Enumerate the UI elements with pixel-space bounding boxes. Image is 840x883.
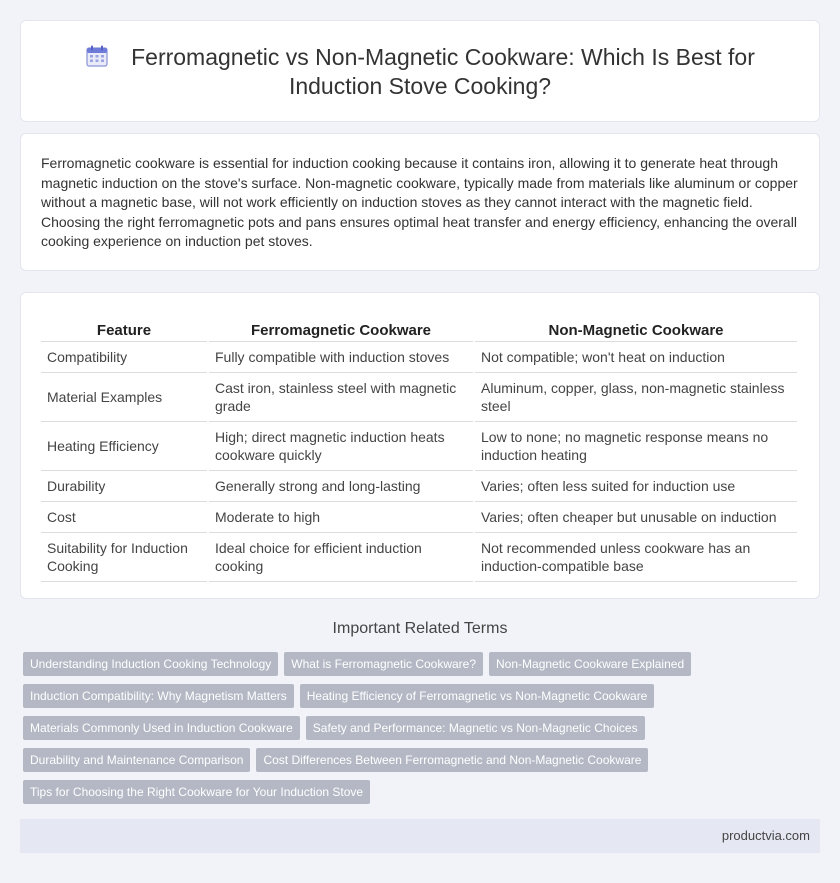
title-card — [20, 20, 820, 122]
table-cell: Varies; often less suited for induction use — [475, 471, 797, 502]
intro-card — [20, 133, 820, 271]
table-cell: Compatibility — [41, 342, 207, 373]
table-cell: Not recommended unless cookware has an induction-compatible base — [475, 533, 797, 582]
related-term-link[interactable]: Non-Magnetic Cookware Explained — [489, 652, 691, 676]
page-title-text: Ferromagnetic vs Non-Magnetic Cookware: Which Is Best for Induction Stove Cooking? — [131, 44, 755, 99]
related-term-link[interactable]: Tips for Choosing the Right Cookware for Your Induction Stove — [23, 780, 370, 804]
table-cell: Material Examples — [41, 373, 207, 422]
table-cell: Low to none; no magnetic response means no induction heating — [475, 422, 797, 471]
related-term-link[interactable]: Materials Commonly Used in Induction Cookware — [23, 716, 300, 740]
related-term-link[interactable]: Understanding Induction Cooking Technology — [23, 652, 278, 676]
table-row — [41, 502, 797, 533]
table-row — [41, 342, 797, 373]
related-term-link[interactable]: Heating Efficiency of Ferromagnetic vs Non-Magnetic Cookware — [300, 684, 655, 708]
table-cell: Durability — [41, 471, 207, 502]
table-cell: Varies; often cheaper but unusable on induction — [475, 502, 797, 533]
table-cell: Fully compatible with induction stoves — [209, 342, 473, 373]
calendar-icon — [85, 44, 109, 68]
related-terms-heading: Important Related Terms — [332, 620, 508, 637]
related-term-link[interactable]: Safety and Performance: Magnetic vs Non-Magnetic Choices — [306, 716, 645, 740]
table-row — [41, 533, 797, 582]
table-row — [41, 373, 797, 422]
page-title — [21, 43, 819, 101]
comparison-table-card — [20, 292, 820, 599]
footer — [20, 819, 820, 853]
related-term-link[interactable]: Cost Differences Between Ferromagnetic and Non-Magnetic Cookware — [256, 748, 648, 772]
related-term-link[interactable]: Induction Compatibility: Why Magnetism Matters — [23, 684, 294, 708]
table-row — [41, 471, 797, 502]
table-cell: Suitability for Induction Cooking — [41, 533, 207, 582]
table-row — [41, 422, 797, 471]
table-cell: Ideal choice for efficient induction cooking — [209, 533, 473, 582]
table-cell: High; direct magnetic induction heats cookware quickly — [209, 422, 473, 471]
related-term-link[interactable]: Durability and Maintenance Comparison — [23, 748, 250, 772]
table-cell: Aluminum, copper, glass, non-magnetic stainless steel — [475, 373, 797, 422]
table-cell: Heating Efficiency — [41, 422, 207, 471]
related-terms-list — [23, 652, 823, 804]
table-header: Feature — [41, 313, 207, 342]
table-cell: Generally strong and long-lasting — [209, 471, 473, 502]
related-term-link[interactable]: What is Ferromagnetic Cookware? — [284, 652, 483, 676]
table-cell: Not compatible; won't heat on induction — [475, 342, 797, 373]
table-cell: Cast iron, stainless steel with magnetic grade — [209, 373, 473, 422]
table-header: Ferromagnetic Cookware — [209, 313, 473, 342]
footer-site-link[interactable]: productvia.com — [721, 828, 810, 843]
table-header: Non-Magnetic Cookware — [475, 313, 797, 342]
table-cell: Cost — [41, 502, 207, 533]
intro-paragraph: Ferromagnetic cookware is essential for induction cooking because it contains iron, allowing it to generate heat through magnetic induction on the stove's surface. Non-magnetic cookware, typically made from materials like aluminum or copper without a magnetic base, will not work efficiently on induction stoves as they cannot interact with the magnetic field. Choosing the right ferromagnetic pots and pans ensures optimal heat transfer and energy efficiency, enhancing the overall cooking experience on induction pet stoves. — [41, 155, 798, 249]
table-cell: Moderate to high — [209, 502, 473, 533]
comparison-table — [39, 313, 799, 582]
